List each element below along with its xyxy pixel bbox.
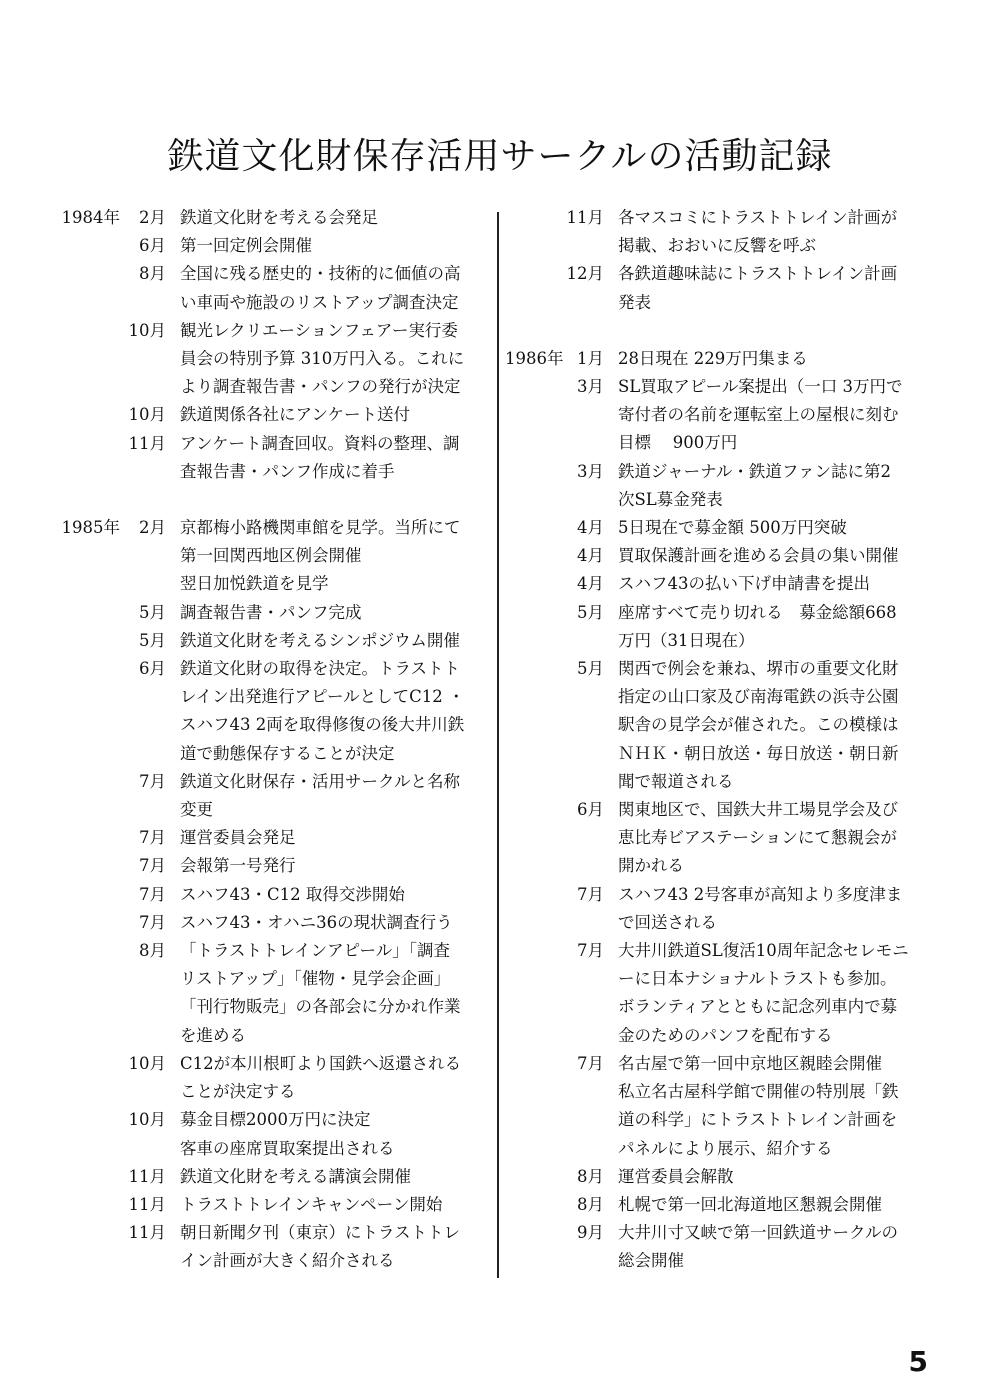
timeline-entry bbox=[60, 937, 480, 1050]
entry-text: 28日現在 229万円集まる bbox=[618, 348, 808, 368]
entry-text: C12が本川根町より国鉄へ返還される ことが決定する bbox=[180, 1053, 462, 1102]
entry-text: 運営委員会発足 bbox=[180, 828, 296, 848]
entry-year: 1984年 bbox=[61, 208, 120, 227]
entry-year bbox=[60, 317, 120, 402]
entry-year bbox=[60, 655, 120, 768]
entry-month: 8月 bbox=[577, 1194, 604, 1214]
entry-month: 5月 bbox=[577, 602, 604, 622]
entry-month: 7月 bbox=[139, 828, 166, 848]
timeline-entry bbox=[60, 852, 480, 880]
entry-text: 鉄道文化財を考える会発足 bbox=[180, 208, 378, 227]
timeline-right-column bbox=[505, 204, 925, 1276]
entry-month: 10月 bbox=[128, 405, 166, 425]
entry-month: 3月 bbox=[577, 461, 604, 481]
timeline-entry bbox=[60, 1163, 480, 1191]
section-gap bbox=[60, 486, 480, 514]
timeline-entry bbox=[505, 570, 925, 598]
timeline-entry bbox=[60, 260, 480, 316]
timeline-entry bbox=[505, 1163, 925, 1191]
entry-year bbox=[505, 570, 550, 598]
timeline-entry bbox=[60, 204, 480, 232]
timeline-entry bbox=[505, 373, 925, 458]
entry-year bbox=[505, 260, 550, 316]
timeline-entry bbox=[60, 317, 480, 402]
entry-year bbox=[505, 655, 550, 796]
entry-month: 11月 bbox=[566, 208, 604, 227]
section-gap bbox=[505, 317, 925, 345]
entry-month: 11月 bbox=[128, 433, 166, 453]
timeline-entry bbox=[60, 1219, 480, 1275]
entry-text: 鉄道関係各社にアンケート送付 bbox=[180, 405, 411, 425]
entry-month: 10月 bbox=[128, 1053, 166, 1073]
entry-text: SL買取アピール案提出（一口 3万円で 寄付者の名前を運転室上の屋根に刻む 目標 900万円 bbox=[618, 377, 903, 453]
timeline-entry bbox=[60, 1050, 480, 1106]
timeline-entry bbox=[505, 655, 925, 796]
entry-year bbox=[60, 1219, 120, 1275]
entry-text: スハフ43・オハニ36の現状調査行う bbox=[180, 912, 453, 932]
entry-text: 関東地区で、国鉄大井工場見学会及び 恵比寿ビアステーションにて懇親会が 開かれる bbox=[618, 800, 899, 876]
entry-year bbox=[60, 909, 120, 937]
timeline-entry bbox=[60, 1106, 480, 1162]
entry-year bbox=[505, 796, 550, 881]
entry-month: 4月 bbox=[577, 518, 604, 538]
entry-text: 観光レクリエーションフェアー実行委 員会の特別予算 310万円入る。これに より調査報告書・パンフの発行が決定 bbox=[180, 320, 465, 397]
entry-month: 6月 bbox=[577, 800, 604, 820]
entry-month: 9月 bbox=[577, 1223, 604, 1243]
entry-month: 7月 bbox=[139, 771, 166, 791]
timeline-entry bbox=[505, 204, 925, 260]
timeline-entry bbox=[60, 430, 480, 486]
entry-text: 大井川鉄道SL復活10周年記念セレモニ ーに日本ナショナルトラストも参加。 ボランティアとともに記念列車内で募 金のためのパンフを配布する bbox=[618, 941, 909, 1045]
timeline-entry bbox=[60, 514, 480, 599]
entry-month: 2月 bbox=[139, 518, 166, 538]
entry-year bbox=[60, 232, 120, 260]
entry-year bbox=[60, 768, 120, 824]
entry-month: 11月 bbox=[128, 1223, 166, 1243]
timeline-entry bbox=[505, 345, 925, 373]
timeline-entry bbox=[505, 458, 925, 514]
entry-year bbox=[505, 458, 550, 514]
entry-text: 募金目標2000万円に決定 客車の座席買取案提出される bbox=[180, 1110, 395, 1158]
entry-year bbox=[505, 1219, 550, 1275]
entry-text: 運営委員会解散 bbox=[618, 1166, 734, 1186]
entry-text: 座席すべて売り切れる 募金総額668 万円（31日現在） bbox=[618, 602, 897, 650]
entry-year bbox=[505, 542, 550, 570]
entry-text: 「トラストトレインアピール」「調査 リストアップ」「催物・見学会企画」 「刊行物販売」の各部会に分かれ作業 を進める bbox=[180, 941, 461, 1045]
entry-month: 11月 bbox=[128, 1166, 166, 1186]
timeline-entry bbox=[505, 937, 925, 1050]
entry-month: 7月 bbox=[577, 1053, 604, 1073]
timeline-entry bbox=[505, 599, 925, 655]
entry-text: 京都梅小路機関車館を見学。当所にて 第一回関西地区例会開催 翌日加悦鉄道を見学 bbox=[180, 518, 461, 594]
entry-text: 鉄道文化財保存・活用サークルと名称 変更 bbox=[180, 771, 461, 820]
entry-year bbox=[60, 881, 120, 909]
entry-month: 11月 bbox=[128, 1194, 166, 1214]
entry-year bbox=[60, 260, 120, 316]
entry-text: 鉄道文化財を考える講演会開催 bbox=[180, 1166, 411, 1186]
entry-month: 12月 bbox=[566, 264, 604, 284]
timeline-entry bbox=[505, 514, 925, 542]
entry-month: 5月 bbox=[139, 602, 166, 622]
timeline-entry bbox=[60, 768, 480, 824]
entry-text: 関西で例会を兼ね、堺市の重要文化財 指定の山口家及び南海電鉄の浜寺公園 駅舎の見学会が催された。この模様は ＮＨＫ・朝日放送・毎日放送・朝日新 聞で報道される bbox=[618, 659, 899, 791]
entry-year bbox=[505, 373, 550, 458]
entry-year bbox=[60, 824, 120, 852]
entry-text: 朝日新聞夕刊（東京）にトラストトレ イン計画が大きく紹介される bbox=[180, 1223, 461, 1271]
timeline-entry bbox=[505, 1219, 925, 1275]
timeline-entry bbox=[60, 824, 480, 852]
entry-text: 各マスコミにトラストトレイン計画が 掲載、おおいに反響を呼ぶ bbox=[618, 208, 898, 256]
timeline-entry bbox=[60, 627, 480, 655]
entry-month: 7月 bbox=[577, 884, 604, 904]
timeline-entry bbox=[60, 1191, 480, 1219]
entry-month: 5月 bbox=[139, 630, 166, 650]
entry-month: 4月 bbox=[577, 574, 604, 594]
entry-text: スハフ43の払い下げ申請書を提出 bbox=[618, 574, 870, 594]
timeline-entry bbox=[60, 881, 480, 909]
entry-year bbox=[505, 1050, 550, 1163]
timeline-entry bbox=[60, 401, 480, 429]
entry-month: 10月 bbox=[128, 320, 166, 340]
entry-text: アンケート調査回収。資料の整理、調 査報告書・パンフ作成に着手 bbox=[180, 433, 460, 481]
entry-year bbox=[60, 937, 120, 1050]
entry-year bbox=[60, 430, 120, 486]
entry-text: 会報第一号発行 bbox=[180, 856, 296, 876]
entry-year bbox=[60, 1163, 120, 1191]
entry-year bbox=[505, 1191, 550, 1219]
entry-text: スハフ43 2号客車が高知より多度津ま で回送される bbox=[618, 884, 903, 932]
entry-month: 2月 bbox=[139, 208, 166, 227]
entry-year bbox=[60, 627, 120, 655]
entry-text: 第一回定例会開催 bbox=[180, 236, 312, 256]
entry-month: 6月 bbox=[139, 659, 166, 679]
entry-month: 7月 bbox=[139, 884, 166, 904]
entry-year bbox=[60, 1191, 120, 1219]
entry-month: 4月 bbox=[577, 546, 604, 566]
entry-month: 10月 bbox=[128, 1110, 166, 1130]
timeline-entry bbox=[505, 1050, 925, 1163]
entry-text: 大井川寸又峡で第一回鉄道サークルの 総会開催 bbox=[618, 1223, 899, 1271]
entry-year bbox=[505, 599, 550, 655]
entry-month: 7月 bbox=[139, 912, 166, 932]
entry-year: 1986年 bbox=[505, 348, 564, 368]
entry-month: 8月 bbox=[139, 941, 166, 961]
entry-month: 1月 bbox=[577, 348, 604, 368]
entry-text: 名古屋で第一回中京地区親睦会開催 私立名古屋科学館で開催の特別展「鉄 道の科学」にトラストトレイン計画を パネルにより展示、紹介する bbox=[618, 1053, 899, 1158]
entry-year bbox=[60, 852, 120, 880]
entry-text: 鉄道文化財の取得を決定。トラストト レイン出発進行アピールとしてC12 ・ スハフ43 2両を取得修復の後大井川鉄 道で動態保存することが決定 bbox=[180, 659, 465, 763]
entry-text: 全国に残る歴史的・技術的に価値の高 い車両や施設のリストアップ調査決定 bbox=[180, 264, 461, 312]
column-divider bbox=[497, 212, 499, 1278]
page-number: 5 bbox=[908, 1345, 928, 1378]
entry-year bbox=[60, 401, 120, 429]
entry-year: 1985年 bbox=[61, 518, 120, 538]
page-title: 鉄道文化財保存活用サークルの活動記録 bbox=[167, 136, 833, 177]
entry-year bbox=[60, 599, 120, 627]
entry-year bbox=[505, 514, 550, 542]
entry-year bbox=[60, 1106, 120, 1162]
timeline-entry bbox=[60, 232, 480, 260]
entry-text: 札幌で第一回北海道地区懇親会開催 bbox=[618, 1194, 882, 1214]
entry-text: 買取保護計画を進める会員の集い開催 bbox=[618, 546, 899, 566]
entry-year bbox=[505, 1163, 550, 1191]
timeline-entry bbox=[60, 655, 480, 768]
entry-year bbox=[505, 937, 550, 1050]
timeline-entry bbox=[60, 909, 480, 937]
entry-month: 8月 bbox=[577, 1166, 604, 1186]
entry-text: 各鉄道趣味誌にトラストトレイン計画 発表 bbox=[618, 264, 898, 312]
entry-text: 鉄道文化財を考えるシンポジウム開催 bbox=[180, 630, 460, 650]
timeline-entry bbox=[505, 796, 925, 881]
timeline-entry bbox=[505, 260, 925, 316]
entry-text: トラストトレインキャンペーン開始 bbox=[180, 1194, 443, 1214]
timeline-entry bbox=[505, 1191, 925, 1219]
entry-month: 5月 bbox=[577, 659, 604, 679]
entry-month: 6月 bbox=[139, 236, 166, 256]
entry-year bbox=[505, 881, 550, 937]
entry-text: 5日現在で募金額 500万円突破 bbox=[618, 518, 847, 538]
entry-text: スハフ43・C12 取得交渉開始 bbox=[180, 884, 405, 904]
entry-year bbox=[505, 204, 550, 260]
timeline-entry bbox=[505, 881, 925, 937]
timeline-entry bbox=[505, 542, 925, 570]
entry-text: 調査報告書・パンフ完成 bbox=[180, 602, 362, 622]
entry-year bbox=[60, 1050, 120, 1106]
entry-month: 7月 bbox=[139, 856, 166, 876]
entry-month: 7月 bbox=[577, 941, 604, 961]
entry-text: 鉄道ジャーナル・鉄道ファン誌に第2 次SL募金発表 bbox=[618, 461, 892, 509]
entry-month: 3月 bbox=[577, 377, 604, 397]
timeline-left-column bbox=[60, 204, 480, 1276]
entry-month: 8月 bbox=[139, 264, 166, 284]
timeline-entry bbox=[60, 599, 480, 627]
